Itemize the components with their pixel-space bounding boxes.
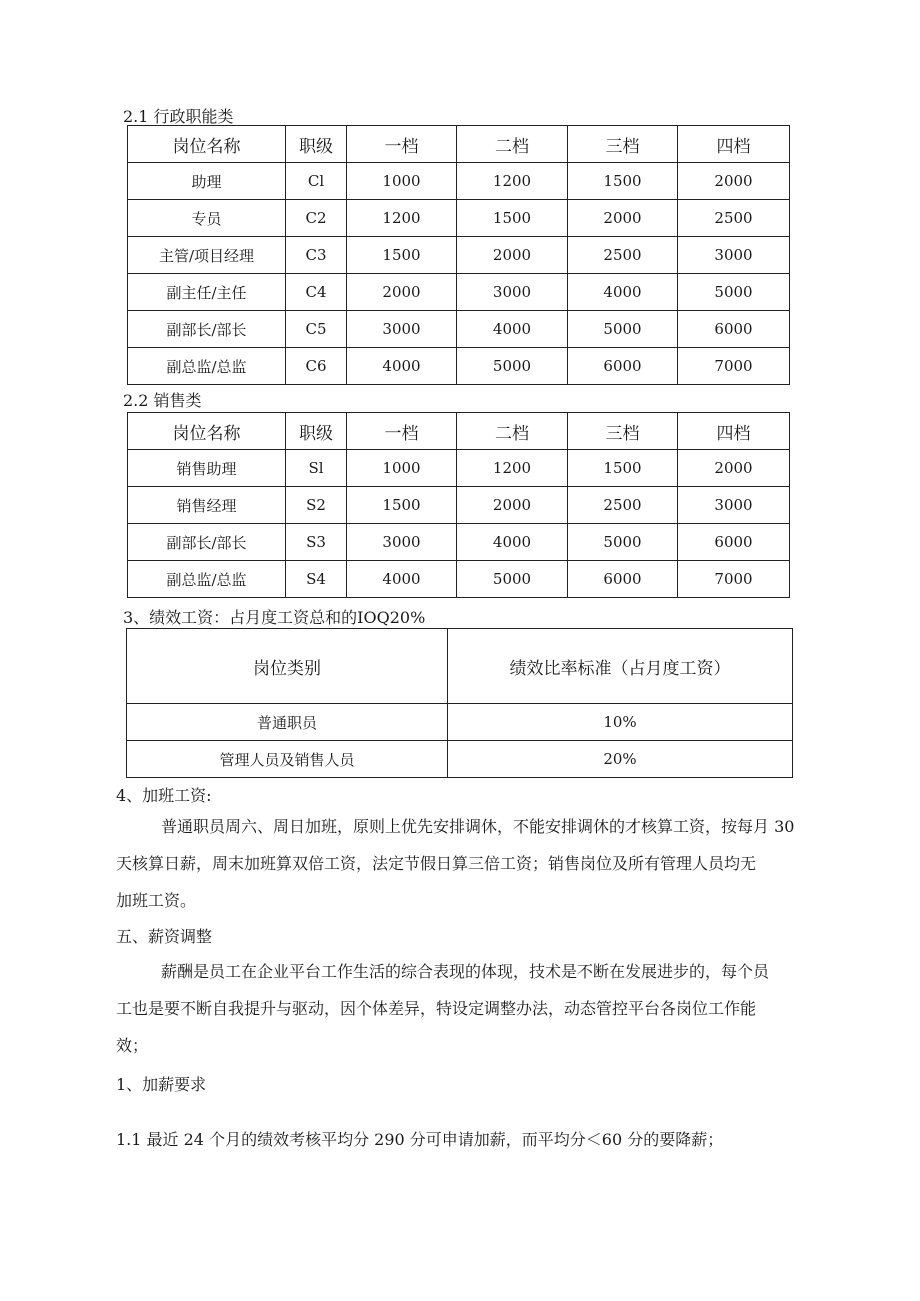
section-2-2-title: 2.2 销售类: [123, 391, 202, 410]
section-5-title: 五、薪资调整: [116, 927, 213, 946]
table-header-row: [128, 126, 790, 163]
table-cell: 5000: [568, 311, 678, 348]
table-header-cell: 职级: [286, 413, 347, 450]
table-cell: 助理: [128, 163, 286, 200]
table-header-row: [128, 413, 790, 450]
table-cell: 1500: [568, 163, 678, 200]
table-cell: 专员: [128, 200, 286, 237]
table-header-cell: 三档: [568, 126, 678, 163]
table-cell: 副主任/主任: [128, 274, 286, 311]
table-cell: C5: [286, 311, 347, 348]
table-cell: S3: [286, 524, 347, 561]
table-cell: 6000: [678, 311, 790, 348]
table-cell: 普通职员: [127, 704, 448, 741]
admin-salary-table-body: [128, 126, 790, 385]
table-cell: 2500: [678, 200, 790, 237]
table-row: [127, 704, 793, 741]
table-cell: 4000: [457, 311, 568, 348]
table-row: [128, 163, 790, 200]
table-cell: 4000: [347, 348, 457, 385]
table-header-cell: 二档: [457, 413, 568, 450]
table-cell: C6: [286, 348, 347, 385]
table-row: [128, 487, 790, 524]
table-cell: 5000: [457, 348, 568, 385]
table-cell: 2500: [568, 487, 678, 524]
table-header-cell: 四档: [678, 413, 790, 450]
overtime-line-1: 普通职员周六、周日加班，原则上优先安排调休，不能安排调休的才核算工资，按每月 30: [161, 817, 795, 836]
overtime-line-3: 加班工资。: [116, 891, 197, 910]
table-cell: 6000: [568, 348, 678, 385]
table-cell: 4000: [457, 524, 568, 561]
table-cell: 3000: [678, 487, 790, 524]
admin-salary-table: [127, 125, 790, 385]
adjustment-line-2: 工也是要不断自我提升与驱动，因个体差异，特设定调整办法，动态管控平台各岗位工作能: [116, 999, 757, 1018]
table-cell: 副总监/总监: [128, 561, 286, 598]
table-header-cell: 职级: [286, 126, 347, 163]
table-cell: 副部长/部长: [128, 524, 286, 561]
table-cell: 1500: [457, 200, 568, 237]
table-cell: C4: [286, 274, 347, 311]
table-cell: 管理人员及销售人员: [127, 741, 448, 778]
table-header-cell: 一档: [347, 126, 457, 163]
section-3-title: 3、绩效工资：占月度工资总和的IOQ20%: [123, 608, 426, 627]
table-cell: Cl: [286, 163, 347, 200]
table-cell: 1200: [457, 450, 568, 487]
table-row: [127, 741, 793, 778]
table-cell: 5000: [568, 524, 678, 561]
table-cell: 销售助理: [128, 450, 286, 487]
table-cell: 3000: [678, 237, 790, 274]
table-header-cell: 一档: [347, 413, 457, 450]
table-row: [128, 524, 790, 561]
table-row: [128, 200, 790, 237]
item-1-title: 1、加薪要求: [116, 1075, 207, 1094]
table-cell: 2000: [678, 163, 790, 200]
table-row: [128, 450, 790, 487]
table-cell: 3000: [347, 524, 457, 561]
table-cell: 1000: [347, 163, 457, 200]
table-cell: 2000: [457, 237, 568, 274]
table-row: [128, 561, 790, 598]
table-header-cell: 岗位名称: [128, 126, 286, 163]
sales-salary-table-body: [128, 413, 790, 598]
table-cell: C2: [286, 200, 347, 237]
performance-pay-table: [126, 628, 793, 778]
table-header-cell: 三档: [568, 413, 678, 450]
item-1-1-text: 1.1 最近 24 个月的绩效考核平均分 290 分可申请加薪，而平均分＜60 分的要降薪；: [116, 1130, 724, 1149]
salary-adjustment-paragraph: [116, 953, 796, 1064]
table-cell: 主管/项目经理: [128, 237, 286, 274]
performance-pay-table-body: [127, 629, 793, 778]
table-cell: 1000: [347, 450, 457, 487]
table-cell: S4: [286, 561, 347, 598]
table-cell: 2000: [678, 450, 790, 487]
table-cell: 1500: [347, 487, 457, 524]
table-header-cell: 二档: [457, 126, 568, 163]
table-cell: 2500: [568, 237, 678, 274]
table-cell: 1200: [457, 163, 568, 200]
overtime-line-2: 天核算日薪，周末加班算双倍工资，法定节假日算三倍工资；销售岗位及所有管理人员均无: [116, 854, 757, 873]
table-cell: 20%: [448, 741, 793, 778]
table-header-cell: 四档: [678, 126, 790, 163]
table-cell: 1500: [347, 237, 457, 274]
overtime-paragraph: [116, 808, 796, 919]
table-cell: S2: [286, 487, 347, 524]
table-cell: 2000: [457, 487, 568, 524]
table-cell: 1500: [568, 450, 678, 487]
adjustment-line-3: 效；: [116, 1036, 149, 1055]
table-row: [128, 274, 790, 311]
table-cell: 4000: [347, 561, 457, 598]
sales-salary-table: [127, 412, 790, 598]
section-4-title: 4、加班工资:: [116, 786, 212, 805]
table-cell: 1200: [347, 200, 457, 237]
table-cell: 副部长/部长: [128, 311, 286, 348]
table-header-cell: 岗位类别: [127, 629, 448, 704]
table-row: [128, 237, 790, 274]
table-cell: 6000: [568, 561, 678, 598]
table-cell: Sl: [286, 450, 347, 487]
table-cell: 4000: [568, 274, 678, 311]
table-cell: 6000: [678, 524, 790, 561]
table-cell: 5000: [678, 274, 790, 311]
adjustment-line-1: 薪酬是员工在企业平台工作生活的综合表现的体现，技术是不断在发展进步的，每个员: [161, 962, 770, 981]
table-header-row: [127, 629, 793, 704]
table-cell: 10%: [448, 704, 793, 741]
table-cell: 7000: [678, 561, 790, 598]
table-cell: 7000: [678, 348, 790, 385]
section-2-1-title: 2.1 行政职能类: [123, 107, 234, 126]
table-cell: 副总监/总监: [128, 348, 286, 385]
table-cell: 5000: [457, 561, 568, 598]
table-row: [128, 311, 790, 348]
table-cell: 3000: [457, 274, 568, 311]
table-cell: C3: [286, 237, 347, 274]
table-cell: 销售经理: [128, 487, 286, 524]
table-cell: 3000: [347, 311, 457, 348]
table-header-cell: 绩效比率标准（占月度工资）: [448, 629, 793, 704]
table-cell: 2000: [568, 200, 678, 237]
table-cell: 2000: [347, 274, 457, 311]
table-header-cell: 岗位名称: [128, 413, 286, 450]
table-row: [128, 348, 790, 385]
